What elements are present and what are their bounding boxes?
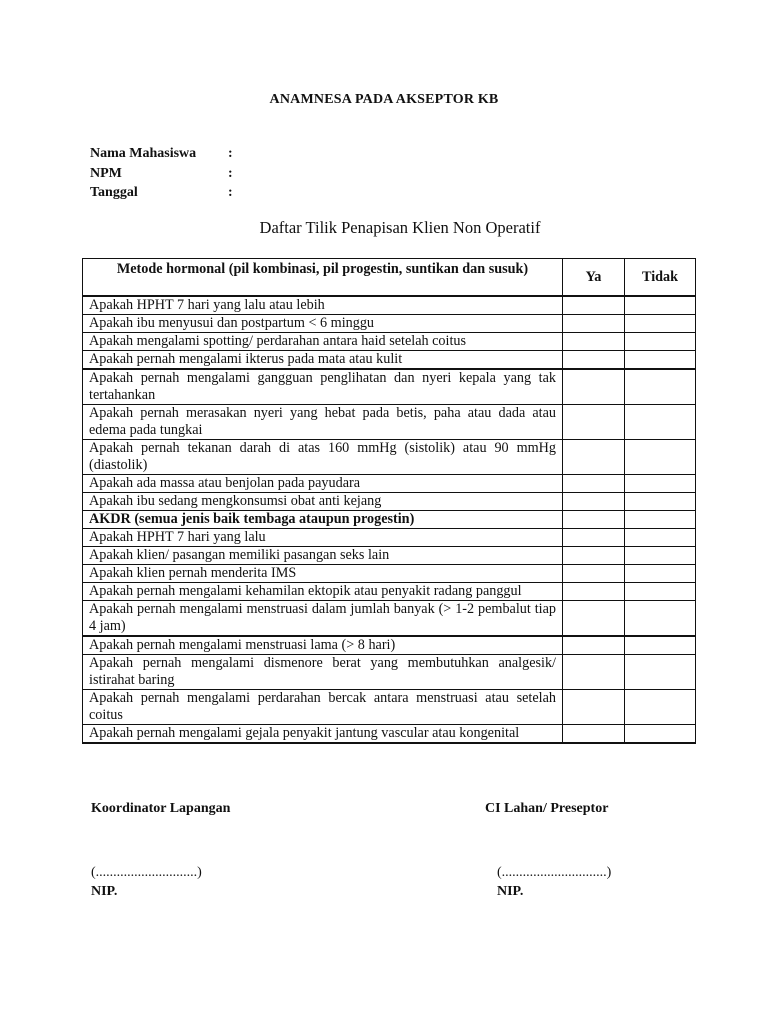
info-label: Nama Mahasiswa bbox=[90, 146, 197, 161]
question-text: Apakah HPHT 7 hari yang lalu bbox=[83, 529, 563, 547]
no-checkbox-cell[interactable] bbox=[625, 369, 696, 405]
no-checkbox-cell[interactable] bbox=[625, 547, 696, 565]
signature-role: Koordinator Lapangan bbox=[91, 801, 231, 816]
yes-checkbox-cell[interactable] bbox=[563, 333, 625, 351]
question-text: Apakah HPHT 7 hari yang lalu atau lebih bbox=[83, 296, 563, 315]
no-checkbox-cell[interactable] bbox=[625, 315, 696, 333]
checklist-subtitle: Daftar Tilik Penapisan Klien Non Operatif bbox=[259, 218, 541, 237]
question-text: Apakah pernah mengalami perdarahan bercak antara menstruasi atau setelah coitus bbox=[83, 690, 563, 725]
yes-checkbox-cell[interactable] bbox=[563, 440, 625, 475]
question-text: Apakah klien pernah menderita IMS bbox=[83, 565, 563, 583]
question-row bbox=[83, 493, 696, 511]
yes-checkbox-cell[interactable] bbox=[563, 725, 625, 744]
question-text: Apakah pernah mengalami menstruasi dalam jumlah banyak (> 1-2 pembalut tiap 4 jam) bbox=[83, 601, 563, 637]
yes-column-header: Ya bbox=[563, 259, 625, 297]
yes-checkbox-cell[interactable] bbox=[563, 296, 625, 315]
no-checkbox-cell[interactable] bbox=[625, 636, 696, 655]
no-column-header: Tidak bbox=[625, 259, 696, 297]
table-header-row bbox=[83, 259, 696, 297]
question-row bbox=[83, 296, 696, 315]
yes-checkbox-cell[interactable] bbox=[563, 493, 625, 511]
no-checkbox-cell[interactable] bbox=[625, 493, 696, 511]
no-checkbox-cell[interactable] bbox=[625, 655, 696, 690]
question-text: Apakah pernah tekanan darah di atas 160 mmHg (sistolik) atau 90 mmHg (diastolik) bbox=[83, 440, 563, 475]
question-text: Apakah pernah mengalami menstruasi lama (> 8 hari) bbox=[83, 636, 563, 655]
no-checkbox-cell[interactable] bbox=[625, 511, 696, 529]
no-checkbox-cell[interactable] bbox=[625, 405, 696, 440]
question-text: Apakah ibu sedang mengkonsumsi obat anti kejang bbox=[83, 493, 563, 511]
yes-checkbox-cell[interactable] bbox=[563, 655, 625, 690]
question-text: Apakah klien/ pasangan memiliki pasangan seks lain bbox=[83, 547, 563, 565]
hormonal-method-header: Metode hormonal (pil kombinasi, pil progestin, suntikan dan susuk) bbox=[83, 259, 563, 297]
yes-checkbox-cell[interactable] bbox=[563, 529, 625, 547]
question-row bbox=[83, 529, 696, 547]
no-checkbox-cell[interactable] bbox=[625, 296, 696, 315]
question-row bbox=[83, 440, 696, 475]
info-separator: : bbox=[228, 146, 233, 161]
question-text: Apakah pernah mengalami ikterus pada mata atau kulit bbox=[83, 351, 563, 370]
question-text: Apakah ada massa atau benjolan pada payudara bbox=[83, 475, 563, 493]
question-row bbox=[83, 583, 696, 601]
question-row bbox=[83, 315, 696, 333]
yes-checkbox-cell[interactable] bbox=[563, 369, 625, 405]
no-checkbox-cell[interactable] bbox=[625, 475, 696, 493]
signature-nip: NIP. bbox=[497, 884, 524, 899]
question-text: Apakah mengalami spotting/ perdarahan antara haid setelah coitus bbox=[83, 333, 563, 351]
question-row bbox=[83, 565, 696, 583]
question-text: Apakah pernah merasakan nyeri yang hebat pada betis, paha atau dada atau edema pada tungkai bbox=[83, 405, 563, 440]
yes-checkbox-cell[interactable] bbox=[563, 690, 625, 725]
yes-checkbox-cell[interactable] bbox=[563, 405, 625, 440]
signature-coordinator bbox=[91, 801, 230, 900]
section-row bbox=[83, 511, 696, 529]
question-row bbox=[83, 690, 696, 725]
yes-checkbox-cell[interactable] bbox=[563, 475, 625, 493]
no-checkbox-cell[interactable] bbox=[625, 601, 696, 637]
no-checkbox-cell[interactable] bbox=[625, 351, 696, 370]
question-row bbox=[83, 636, 696, 655]
question-text: Apakah pernah mengalami dismenore berat yang membutuhkan analgesik/ istirahat baring bbox=[83, 655, 563, 690]
question-row bbox=[83, 475, 696, 493]
question-row bbox=[83, 369, 696, 405]
info-label: Tanggal bbox=[90, 185, 138, 200]
question-row bbox=[83, 351, 696, 370]
no-checkbox-cell[interactable] bbox=[625, 440, 696, 475]
signature-line: (..............................) bbox=[497, 865, 612, 880]
no-checkbox-cell[interactable] bbox=[625, 565, 696, 583]
no-checkbox-cell[interactable] bbox=[625, 725, 696, 744]
question-text: Apakah ibu menyusui dan postpartum < 6 minggu bbox=[83, 315, 563, 333]
question-text: Apakah pernah mengalami gejala penyakit jantung vascular atau kongenital bbox=[83, 725, 563, 744]
yes-checkbox-cell[interactable] bbox=[563, 565, 625, 583]
question-row bbox=[83, 725, 696, 744]
no-checkbox-cell[interactable] bbox=[625, 690, 696, 725]
screening-checklist-table bbox=[82, 258, 696, 744]
question-row bbox=[83, 601, 696, 637]
document-title: ANAMNESA PADA AKSEPTOR KB bbox=[269, 92, 499, 107]
question-text: Apakah pernah mengalami kehamilan ektopik atau penyakit radang panggul bbox=[83, 583, 563, 601]
yes-checkbox-cell[interactable] bbox=[563, 511, 625, 529]
question-text: Apakah pernah mengalami gangguan penglihatan dan nyeri kepala yang tak tertahankan bbox=[83, 369, 563, 405]
no-checkbox-cell[interactable] bbox=[625, 529, 696, 547]
info-label: NPM bbox=[90, 165, 122, 181]
signature-nip: NIP. bbox=[91, 884, 118, 899]
info-row-npm bbox=[90, 166, 233, 186]
question-row bbox=[83, 655, 696, 690]
signature-line: (.............................) bbox=[91, 865, 202, 880]
no-checkbox-cell[interactable] bbox=[625, 583, 696, 601]
yes-checkbox-cell[interactable] bbox=[563, 583, 625, 601]
info-row-tanggal bbox=[90, 185, 233, 205]
yes-checkbox-cell[interactable] bbox=[563, 601, 625, 637]
akdr-section-header: AKDR (semua jenis baik tembaga ataupun progestin) bbox=[83, 511, 563, 529]
yes-checkbox-cell[interactable] bbox=[563, 315, 625, 333]
info-separator: : bbox=[228, 185, 233, 200]
info-row-nama bbox=[90, 146, 233, 166]
yes-checkbox-cell[interactable] bbox=[563, 351, 625, 370]
student-info-block bbox=[90, 146, 233, 205]
yes-checkbox-cell[interactable] bbox=[563, 636, 625, 655]
info-separator: : bbox=[228, 165, 233, 181]
no-checkbox-cell[interactable] bbox=[625, 333, 696, 351]
question-row bbox=[83, 405, 696, 440]
question-row bbox=[83, 333, 696, 351]
signature-role: CI Lahan/ Preseptor bbox=[485, 801, 609, 816]
signature-preceptor bbox=[485, 801, 611, 900]
question-row bbox=[83, 547, 696, 565]
yes-checkbox-cell[interactable] bbox=[563, 547, 625, 565]
